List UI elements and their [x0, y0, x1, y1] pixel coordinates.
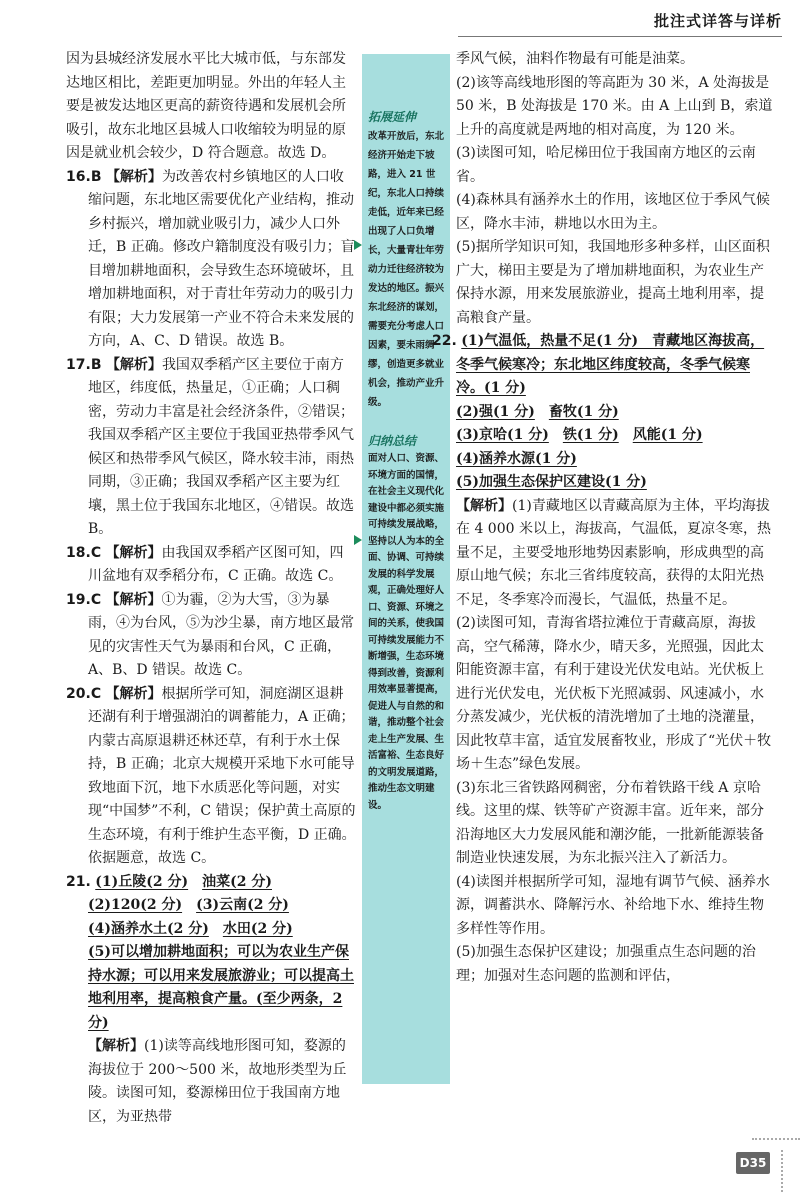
- q19-answer: C: [90, 591, 102, 608]
- sidebar-text-extension: 改革开放后，东北经济开始走下坡路，进入 21 世纪，东北人口持续走低，近年来已经出现了人口负增长，大量青壮年劳动力迁往经济较为发达的地区。振兴东北经济的谋划，需要充分考虑人口因素，要未雨绸缪，创造更多就业机会，推动产业升级。: [368, 131, 445, 408]
- q18-text: 由我国双季稻产区图可知，四川盆地有双季稻分布，C 正确。故选 C。: [88, 544, 344, 584]
- q21-a1: (1)丘陵(2 分): [95, 873, 189, 890]
- q22-a5: (5)加强生态保护区建设(1 分): [456, 474, 647, 490]
- q22-a4: (4)涵养水源(1 分): [456, 450, 577, 467]
- q21-a5: (5)可以增加耕地面积；可以为农业生产保持水源；可以用来发展旅游业；可以提高土地利用率，提高粮食产量。(至少两条，2 分): [88, 944, 354, 1031]
- q21-a4b: 水田(2 分): [222, 920, 293, 937]
- answer-21: [66, 871, 356, 1130]
- q18-tag: 【解析】: [105, 544, 162, 561]
- q18-number: 18.: [66, 544, 91, 561]
- q20-number: 20.: [66, 685, 91, 702]
- q22-exp-2: (2)读图可知，青海省塔拉滩位于青藏高原，海拔高，空气稀薄，降水少，晴天多，光照强，因此太阳能资源丰富，有利于建设光伏发电站。光伏板上进行光伏发电，光伏板下光照减弱、风速减小，水分蒸发减少，光伏板的清洗增加了土地的浇灌量，因此牧草丰富，适宜发展畜牧业，形成了“光伏＋牧场＋生态”绿色发展。: [456, 615, 772, 772]
- answer-20: [66, 683, 356, 871]
- answer-18: [66, 542, 356, 589]
- q21-exp-3: (3)读图可知，哈尼梯田位于我国南方地区的云南省。: [456, 145, 756, 185]
- q17-text: 我国双季稻产区主要位于南方地区，纬度低，热量足，①正确；人口稠密，劳动力丰富是社会经济条件，②错误；我国双季稻产区主要位于我国亚热带季风气候区和热带季风气候区，降水较丰沛，雨热同期，③正确；我国双季稻产区主要为红壤，黑土位于我国东北地区，④错误。故选 B。: [88, 356, 354, 537]
- q22-exp-5: (5)加强生态保护区建设；加强重点生态问题的治理；加强对生态问题的监测和评估，: [456, 944, 756, 984]
- q22-tag: 【解析】: [456, 497, 512, 514]
- answer-16: [66, 166, 356, 354]
- right-column: [432, 48, 774, 988]
- corner-dots: [752, 1138, 800, 1140]
- q21-a2: (2)120(2 分): [88, 897, 183, 913]
- left-column: [66, 48, 356, 1129]
- q22-a2b: 畜牧(1 分): [548, 403, 619, 420]
- q22-exp-3: (3)东北三省铁路网稠密，分布着铁路干线 A 京哈线。这里的煤、铁等矿产资源丰富。近年来，部分沿海地区大力发展风能和潮汐能，一批新能源装备制造业快速发展，为东北振兴注入了新活力。: [456, 779, 764, 866]
- q22-a3c: 风能(1 分): [632, 427, 703, 443]
- q16-text: 为改善农村乡镇地区的人口收缩问题，东北地区需要优化产业结构，推动乡村振兴，增加就业吸引力，减少人口外迁，B 正确。修改户籍制度没有吸引力；盲目增加耕地面积，会导致生态环境破坏，且增加耕地面积，对于青壮年劳动力的吸引力有限；大力发展第一产业不符合未来发展的方向，A、C、D 错误。故选 B。: [88, 168, 355, 349]
- corner-dots: [781, 1150, 783, 1192]
- q21-continued: 季风气候，油料作物最有可能是油菜。: [456, 51, 694, 67]
- q21-a3: (3)云南(2 分): [196, 897, 289, 913]
- annotation-sidebar: [362, 54, 450, 1084]
- q22-a3: (3)京哈(1 分): [456, 427, 549, 443]
- q19-number: 19.: [66, 591, 91, 608]
- q18-answer: C: [90, 544, 102, 561]
- answer-19: [66, 589, 356, 683]
- q22-exp-4: (4)读图并根据所学可知，湿地有调节气候、涵养水源，调蓄洪水、降解污水、补给地下水、维持生物多样性等作用。: [456, 873, 770, 937]
- q20-text: 根据所学可知，洞庭湖区退耕还湖有利于增强湖泊的调蓄能力，A 正确；内蒙古高原退耕还林还草，有利于水土保持，B 正确；北京大规模开采地下水可能导致地面下沉，地下水质恶化等问题，对实现“中国梦”不利，C 错误；保护黄土高原的生态环境，有利于维护生态平衡，D 正确。依据题意，故选 C。: [88, 685, 356, 866]
- sidebar-title-summary: 归纳总结: [368, 434, 417, 448]
- q17-answer: B: [90, 356, 102, 373]
- q22-a3b: 铁(1 分): [562, 427, 619, 443]
- q20-answer: C: [90, 685, 102, 702]
- q21-explanation: (1)读等高线地形图可知，婺源的海拔位于 200～500 米，故地形类型为丘陵。读图可知，婺源梯田位于我国南方地区，为亚热带: [88, 1038, 347, 1125]
- q21-tag: 【解析】: [88, 1038, 144, 1054]
- q20-tag: 【解析】: [105, 685, 162, 702]
- q21-exp-5: (5)据所学知识可知，我国地形多种多样，山区面积广大，梯田主要是为了增加耕地面积，为农业生产保持水源，用来发展旅游业，提高土地利用率，提高粮食产量。: [456, 239, 770, 326]
- q22-number: 22.: [432, 333, 457, 349]
- page-header-title: 批注式详答与详析: [653, 12, 782, 30]
- sidebar-title-extension: 拓展延伸: [368, 110, 417, 124]
- answer-22: [432, 330, 774, 988]
- q19-text: ①为霾，②为大雪，③为暴雨，④为台风，⑤为沙尘暴，南方地区最常见的灾害性天气为暴雨和台风，C 正确，A、B、D 错误。故选 C。: [88, 591, 354, 678]
- q21-exp-2: (2)该等高线地形图的等高距为 30 米，A 处海拔是 50 米，B 处海拔是 170 米。由 A 上山到 B，索道上升的高度就是两地的相对高度，为 120 米。: [456, 74, 773, 138]
- answer-17: [66, 354, 356, 542]
- pointer-arrow-icon: [354, 535, 362, 545]
- pointer-arrow-icon: [354, 240, 362, 250]
- q16-number: 16.: [66, 168, 91, 185]
- q17-tag: 【解析】: [105, 356, 162, 373]
- q21-number: 21.: [66, 873, 91, 890]
- q17-number: 17.: [66, 356, 91, 373]
- q21-exp-4: (4)森林具有涵养水土的作用，该地区位于季风气候区，降水丰沛，耕地以水田为主。: [456, 192, 770, 232]
- header-rule: [458, 36, 782, 37]
- q22-exp-1: (1)青藏地区以青藏高原为主体，平均海拔在 4 000 米以上，海拔高，气温低，夏凉冬寒，热量不足，主要受地形地势因素影响，形成典型的高原山地气候；东北三省纬度较高，获得的太阳光热不足，冬季寒冷而漫长，气温低，热量不足。: [456, 497, 771, 608]
- sidebar-text-summary: 面对人口、资源、环境方面的国情，在社会主义现代化建设中都必须实施可持续发展战略，坚持以人为本的全面、协调、可持续发展的科学发展观，正确处理好人口、资源、环境之间的关系，使我国可持续发展能力不断增强，生态环境得到改善，资源利用效率显著提高，促进人与自然的和谐，推动整个社会走上生产发展、生活富裕、生态良好的文明发展道路，推动生态文明建设。: [368, 453, 445, 811]
- q22-a1: (1)气温低，热量不足(1 分) 青藏地区海拔高，冬季气候寒冷；东北地区纬度较高，冬季气候寒冷。(1 分): [456, 333, 765, 396]
- intro-paragraph: 因为县城经济发展水平比大城市低，与东部发达地区相比，差距更加明显。外出的年轻人主要是被发达地区更高的薪资待遇和发展机会所吸引，故东北地区县城人口收缩较为明显的原因是就业机会较少，D 符合题意。故选 D。: [66, 51, 346, 161]
- q21-a4: (4)涵养水土(2 分): [88, 920, 209, 937]
- q16-answer: B: [90, 168, 102, 185]
- q16-tag: 【解析】: [105, 168, 162, 185]
- q21-a1b: 油菜(2 分): [202, 873, 272, 890]
- q19-tag: 【解析】: [105, 591, 162, 608]
- q22-a2: (2)强(1 分): [456, 403, 535, 420]
- page-number: D35: [736, 1152, 770, 1174]
